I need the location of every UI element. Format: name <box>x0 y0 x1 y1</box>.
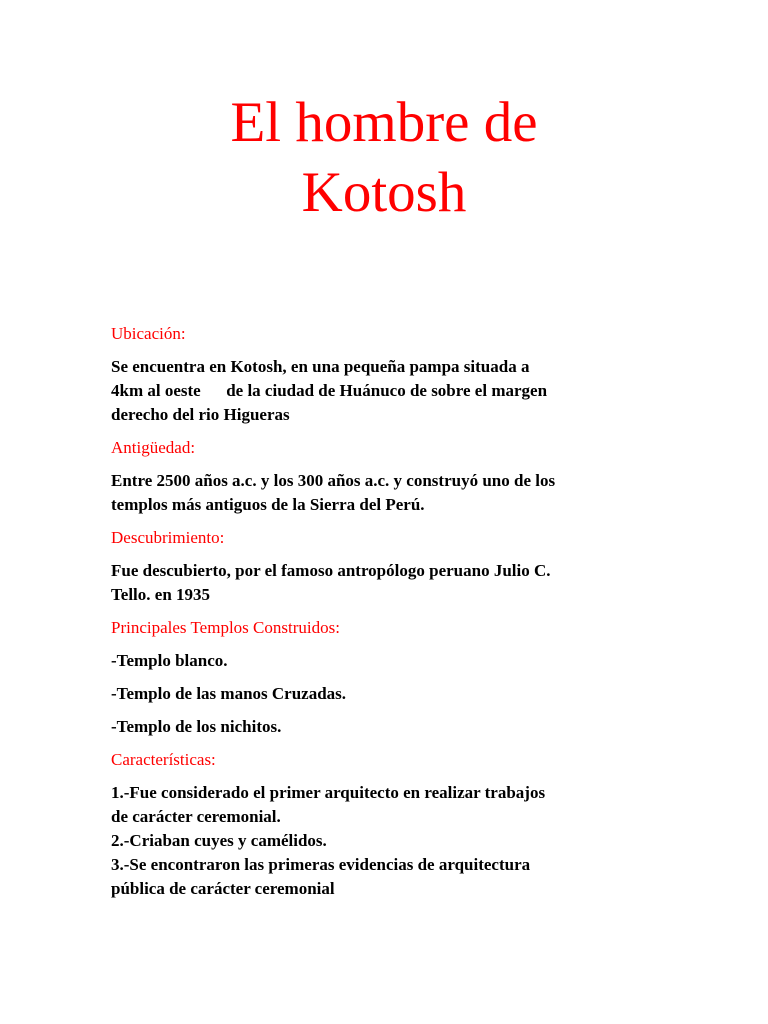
page-title <box>0 88 768 228</box>
section-text-caracteristicas <box>111 781 671 901</box>
text-line: de carácter ceremonial. <box>111 807 281 826</box>
list-item-templo-blanco: -Templo blanco. <box>111 651 228 670</box>
text-line: 2.-Criaban cuyes y camélidos. <box>111 831 327 850</box>
text-line: Se encuentra en Kotosh, en una pequeña pampa situada a <box>111 357 530 376</box>
text-line: pública de carácter ceremonial <box>111 879 335 898</box>
section-heading-caracteristicas: Características: <box>111 750 216 769</box>
title-line-1: El hombre de <box>230 91 538 154</box>
list-item-templo-manos-cruzadas: -Templo de las manos Cruzadas. <box>111 684 347 703</box>
text-line: 3.-Se encontraron las primeras evidencias de arquitectura <box>111 855 531 874</box>
text-line: Fue descubierto, por el famoso antropólogo peruano Julio C. <box>111 561 551 580</box>
section-heading-descubrimiento: Descubrimiento: <box>111 528 225 547</box>
text-line: 1.-Fue considerado el primer arquitecto en realizar trabajos <box>111 783 546 802</box>
section-text-ubicacion <box>111 355 671 427</box>
text-line: templos más antiguos de la Sierra del Perú. <box>111 495 425 514</box>
text-line: derecho del rio Higueras <box>111 405 290 424</box>
document-body <box>111 322 671 910</box>
section-text-descubrimiento <box>111 559 671 607</box>
text-line: 4km al oeste de la ciudad de Huánuco de sobre el margen <box>111 381 548 400</box>
text-line: Tello. en 1935 <box>111 585 211 604</box>
list-item-templo-nichitos: -Templo de los nichitos. <box>111 717 282 736</box>
section-heading-ubicacion: Ubicación: <box>111 324 186 343</box>
section-heading-antiguedad: Antigüedad: <box>111 438 196 457</box>
text-line: Entre 2500 años a.c. y los 300 años a.c. y construyó uno de los <box>111 471 556 490</box>
section-text-antiguedad <box>111 469 671 517</box>
title-line-2: Kotosh <box>301 161 467 224</box>
section-heading-templos: Principales Templos Construidos: <box>111 618 340 637</box>
